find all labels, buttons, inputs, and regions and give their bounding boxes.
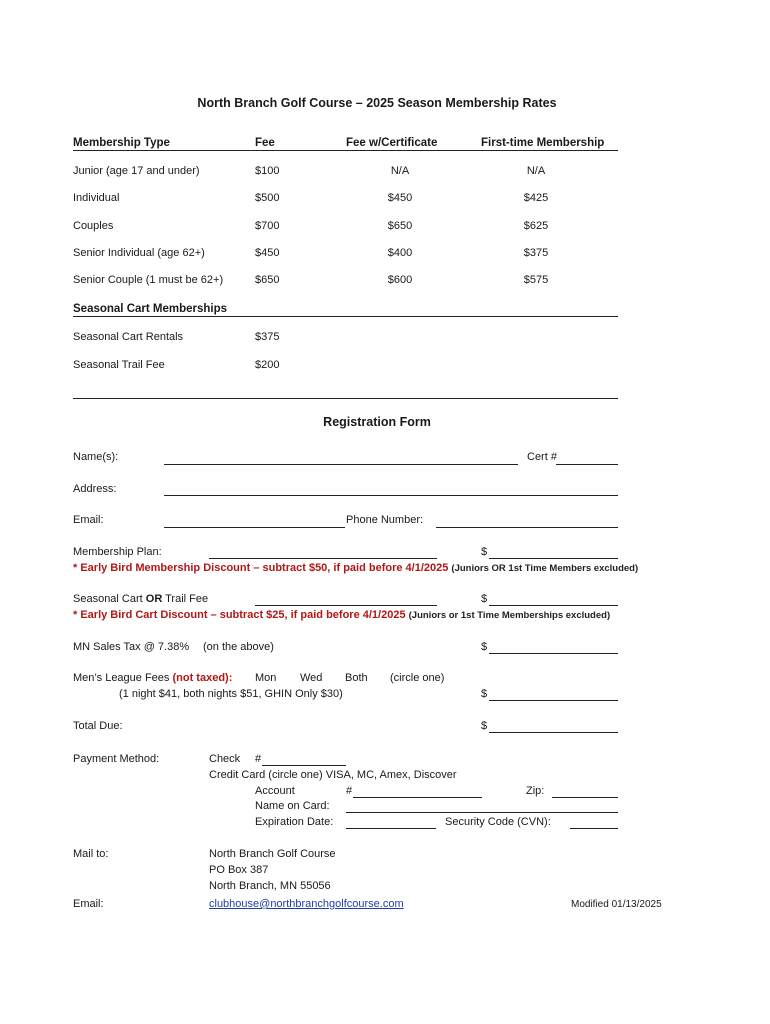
- table-row-cert: N/A: [390, 165, 410, 177]
- zip-field[interactable]: [552, 797, 618, 798]
- phone-label: Phone Number:: [346, 514, 424, 526]
- cart-row-type: Seasonal Cart Rentals: [73, 331, 184, 343]
- header-underline: [73, 150, 618, 151]
- cart-row-fee: $375: [255, 331, 280, 343]
- league-option-both[interactable]: Both: [345, 672, 368, 684]
- table-row-fee: $650: [255, 274, 280, 286]
- registration-form-title: Registration Form: [323, 415, 431, 429]
- dollar-sign: $: [481, 720, 488, 732]
- league-label: Men’s League Fees (not taxed):: [73, 672, 233, 684]
- address-label: Address:: [73, 483, 117, 495]
- seasonal-cart-label: Seasonal Cart OR Trail Fee: [73, 593, 209, 605]
- table-row-fee: $700: [255, 220, 280, 232]
- sales-tax-amount-field[interactable]: [489, 653, 618, 654]
- table-row-type: Senior Individual (age 62+): [73, 247, 205, 259]
- email-field[interactable]: [164, 527, 345, 528]
- mail-line-3: North Branch, MN 55056: [209, 880, 331, 892]
- table-row-first: $425: [523, 192, 549, 204]
- mail-to-label: Mail to:: [73, 848, 109, 860]
- membership-amount-field[interactable]: [489, 558, 618, 559]
- sales-tax-label: MN Sales Tax @ 7.38%: [73, 641, 190, 653]
- table-row-type: Couples: [73, 220, 114, 232]
- col-header-first-time: First-time Membership: [481, 137, 605, 149]
- table-row-type: Senior Couple (1 must be 62+): [73, 274, 224, 286]
- address-field[interactable]: [164, 495, 618, 496]
- check-number-field[interactable]: [262, 765, 346, 766]
- table-row-first: $375: [523, 247, 549, 259]
- sales-tax-note: (on the above): [203, 641, 274, 653]
- name-on-card-label: Name on Card:: [255, 800, 330, 812]
- early-bird-membership-note: (Juniors OR 1st Time Members excluded): [451, 563, 639, 574]
- modified-date: Modified 01/13/2025: [571, 899, 662, 910]
- account-number-field[interactable]: [353, 797, 482, 798]
- email-link[interactable]: clubhouse@northbranchgolfcourse.com: [209, 898, 404, 910]
- table-row-cert: $450: [387, 192, 413, 204]
- expiration-field[interactable]: [346, 828, 436, 829]
- league-option-wed[interactable]: Wed: [300, 672, 323, 684]
- cert-field[interactable]: [556, 464, 618, 465]
- seasonal-cart-amount-field[interactable]: [489, 605, 618, 606]
- league-amount-field[interactable]: [489, 700, 618, 701]
- expiration-label: Expiration Date:: [255, 816, 334, 828]
- phone-field[interactable]: [436, 527, 618, 528]
- credit-card-label: Credit Card (circle one) VISA, MC, Amex, Discover: [209, 769, 457, 781]
- early-bird-membership-discount: * Early Bird Membership Discount – subtract $50, if paid before 4/1/2025: [73, 562, 449, 574]
- table-row-cert: $400: [387, 247, 413, 259]
- payment-method-label: Payment Method:: [73, 753, 160, 765]
- names-label: Name(s):: [73, 451, 119, 463]
- dollar-sign: $: [481, 593, 488, 605]
- security-code-label: Security Code (CVN):: [445, 816, 551, 828]
- total-due-label: Total Due:: [73, 720, 123, 732]
- total-due-field[interactable]: [489, 732, 618, 733]
- table-row-fee: $100: [255, 165, 280, 177]
- mail-line-2: PO Box 387: [209, 864, 269, 876]
- table-row-cert: $600: [387, 274, 413, 286]
- col-header-membership-type: Membership Type: [73, 137, 170, 149]
- cart-section-header: Seasonal Cart Memberships: [73, 303, 228, 315]
- account-hash: #: [346, 785, 353, 797]
- table-row-type: Individual: [73, 192, 120, 204]
- col-header-fee-certificate: Fee w/Certificate: [346, 137, 438, 149]
- membership-plan-label: Membership Plan:: [73, 546, 162, 558]
- names-field[interactable]: [164, 464, 518, 465]
- table-row-cert: $650: [387, 220, 413, 232]
- mail-line-1: North Branch Golf Course: [209, 848, 336, 860]
- table-row-fee: $450: [255, 247, 280, 259]
- league-circle-note: (circle one): [390, 672, 445, 684]
- seasonal-cart-field[interactable]: [255, 605, 437, 606]
- page-title: North Branch Golf Course – 2025 Season Membership Rates: [197, 96, 557, 110]
- table-row-first: $625: [523, 220, 549, 232]
- check-label: Check: [209, 753, 241, 765]
- cart-row-fee: $200: [255, 359, 280, 371]
- table-row-first: $575: [523, 274, 549, 286]
- col-header-fee: Fee: [255, 137, 275, 149]
- table-row-type: Junior (age 17 and under): [73, 165, 200, 177]
- early-bird-cart-note: (Juniors or 1st Time Memberships excluded): [408, 610, 611, 621]
- account-label: Account: [255, 785, 295, 797]
- name-on-card-field[interactable]: [346, 812, 618, 813]
- email-footer-label: Email:: [73, 898, 104, 910]
- section-divider: [73, 398, 618, 399]
- check-hash: #: [255, 753, 262, 765]
- zip-label: Zip:: [526, 785, 545, 797]
- email-label: Email:: [73, 514, 104, 526]
- dollar-sign: $: [481, 546, 488, 558]
- membership-plan-field[interactable]: [209, 558, 437, 559]
- cart-row-type: Seasonal Trail Fee: [73, 359, 165, 371]
- early-bird-cart-discount: * Early Bird Cart Discount – subtract $25, if paid before 4/1/2025: [73, 609, 406, 621]
- cart-header-underline: [73, 316, 618, 317]
- cert-label: Cert #: [527, 451, 557, 463]
- dollar-sign: $: [481, 641, 488, 653]
- dollar-sign: $: [481, 688, 488, 700]
- league-option-mon[interactable]: Mon: [255, 672, 277, 684]
- table-row-fee: $500: [255, 192, 280, 204]
- table-row-first: N/A: [526, 165, 546, 177]
- league-prices: (1 night $41, both nights $51, GHIN Only $30): [119, 688, 343, 700]
- security-code-field[interactable]: [570, 828, 618, 829]
